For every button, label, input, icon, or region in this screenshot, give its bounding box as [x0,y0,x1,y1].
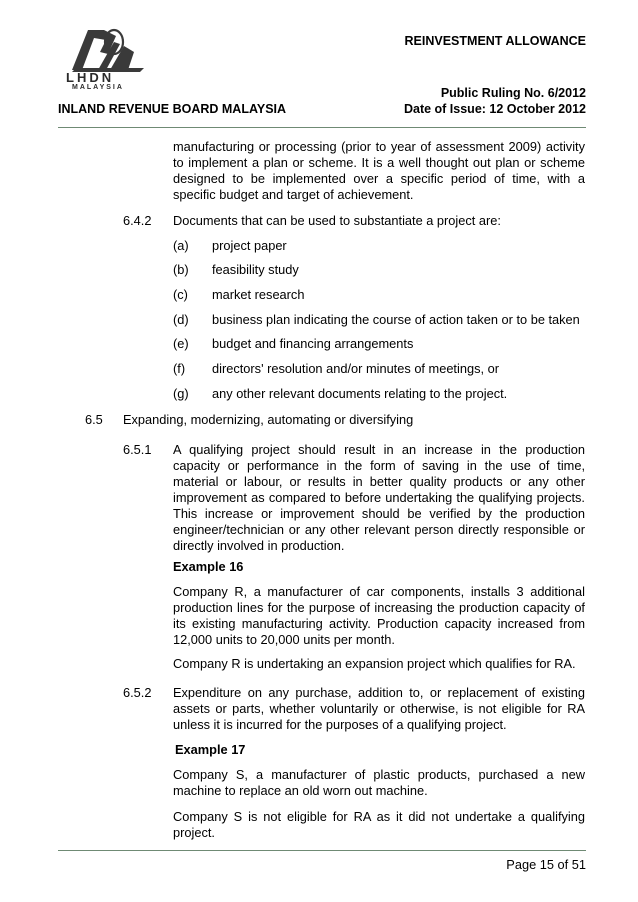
list-label: (a) [173,238,189,253]
text-line: production lines for the purpose of increasing the production capacity of [173,600,585,615]
text-line: directly involved in production. [173,538,345,553]
text-line: to implement a plan or scheme. It is a well thought out plan or scheme [173,155,585,170]
text-line: engineer/technician or any other relevant person directly responsible or [173,522,585,537]
header-divider [58,127,586,128]
example-paragraph [173,584,585,648]
page-number: Page 15 of 51 [506,857,586,872]
list-item: project paper [212,238,287,253]
list-label: (c) [173,287,188,302]
document-title: REINVESTMENT ALLOWANCE [404,34,586,48]
text-line: A qualifying project should result in an increase in the production [173,442,585,457]
text-line: specific budget and target of achievement. [173,187,414,202]
list-label: (b) [173,262,189,277]
text-line: its existing manufacturing activity. Production capacity increased from [173,616,585,631]
list-item: any other relevant documents relating to the project. [212,386,508,401]
text-line: This increase or improvement should be verified by the production [173,506,585,521]
text-line: machine to replace an old worn out machine. [173,783,428,798]
list-label: (d) [173,312,189,327]
text-line: improvement as compared to before undertaking the qualifying projects. [173,490,585,505]
list-item: budget and financing arrangements [212,336,414,351]
text-line: Expenditure on any purchase, addition to, or replacement of existing [173,685,585,700]
example-heading: Example 16 [173,559,244,574]
intro-paragraph [173,139,585,203]
example-heading: Example 17 [175,742,246,757]
section-number: 6.5.1 [123,442,152,457]
example-conclusion [173,809,585,841]
organization-name: INLAND REVENUE BOARD MALAYSIA [58,102,287,116]
text-line: Company S, a manufacturer of plastic products, purchased a new [173,767,585,782]
text-line: Company R, a manufacturer of car components, installs 3 additional [173,584,585,599]
footer-divider [58,850,586,851]
ruling-number: Public Ruling No. 6/2012 [440,86,586,100]
logo-sub-text: MALAYSIA [72,84,124,91]
section-paragraph [173,442,585,554]
section-heading: Expanding, modernizing, automating or diversifying [123,412,414,427]
text-line: material or labour, or results in better quality products or any other [173,474,585,489]
section-number: 6.5 [85,412,103,427]
section-text: Documents that can be used to substantiate a project are: [173,213,501,228]
text-line: project. [173,825,215,840]
list-label: (e) [173,336,189,351]
list-item: feasibility study [212,262,299,277]
section-number: 6.4.2 [123,213,152,228]
text-line: manufacturing or processing (prior to year of assessment 2009) activity [173,139,585,154]
text-line: designed to be implemented over a specific period of time, with a [173,171,585,186]
issue-date: Date of Issue: 12 October 2012 [403,102,586,116]
list-label: (f) [173,361,186,376]
example-paragraph [173,767,585,799]
text-line: assets or parts, whether voluntarily or otherwise, is not eligible for RA [173,701,585,716]
logo-main-text: LHDN [66,70,115,85]
text-line: capacity or performance in the form of saving in the use of time, [173,458,585,473]
list-item: directors' resolution and/or minutes of meetings, or [212,361,499,376]
text-line: Company S is not eligible for RA as it did not undertake a qualifying [173,809,585,824]
lhdn-logo [58,22,158,92]
example-conclusion: Company R is undertaking an expansion project which qualifies for RA. [173,656,576,671]
text-line: 12,000 units to 20,000 units per month. [173,632,395,647]
list-label: (g) [173,386,189,401]
text-line: unless it is incurred for the purposes of a qualifying project. [173,717,507,732]
section-paragraph [173,685,585,733]
list-item: market research [212,287,305,302]
section-number: 6.5.2 [123,685,152,700]
list-item: business plan indicating the course of action taken or to be taken [212,312,580,327]
